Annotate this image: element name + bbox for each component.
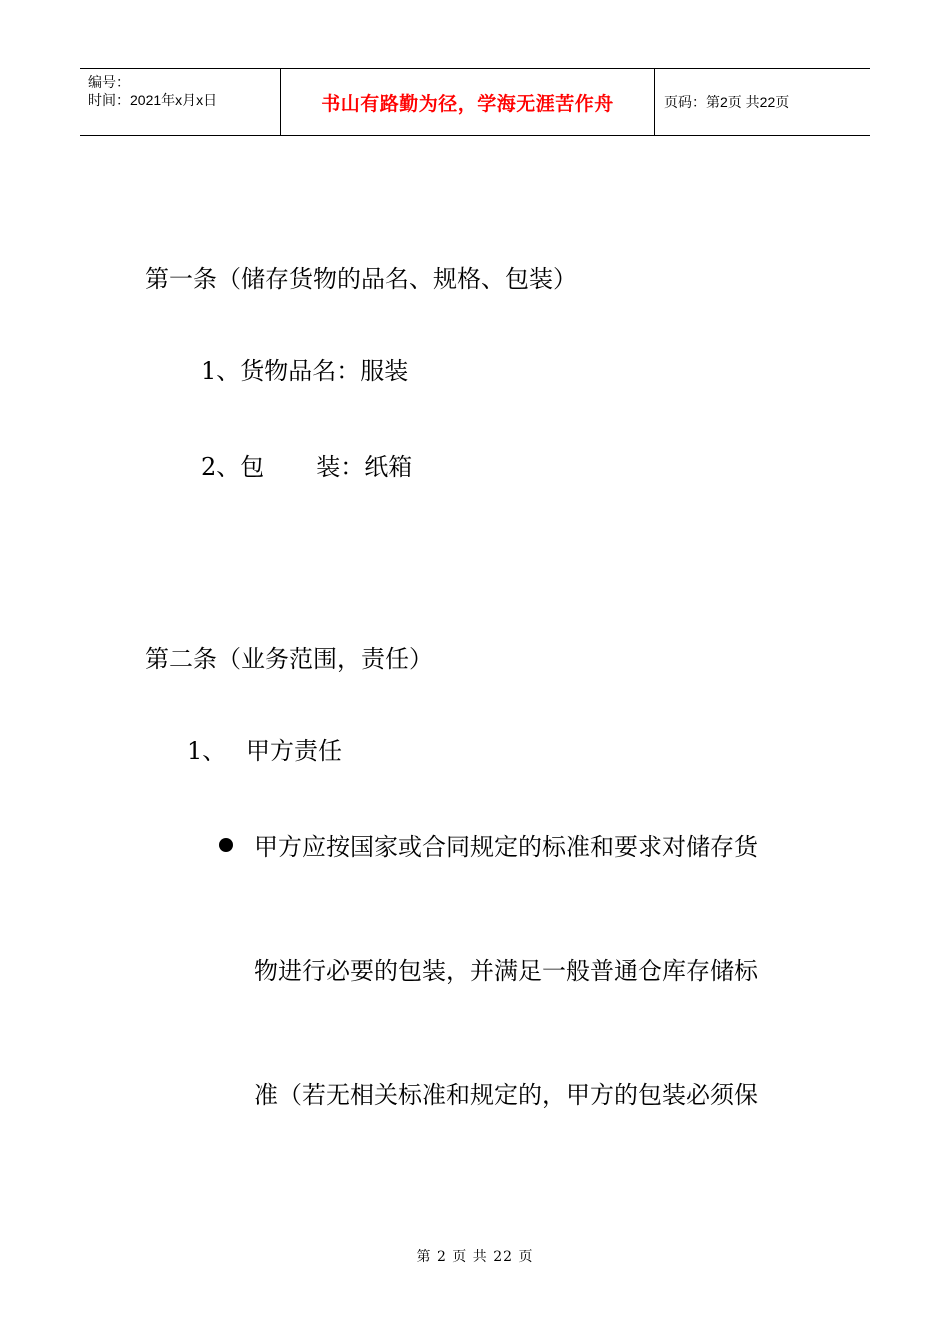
- document-date-label: 时间：2021年x月x日: [88, 92, 218, 108]
- bullet-paragraph-line-2: 物进行必要的包装，并满足一般普通仓库存储标: [254, 957, 758, 985]
- page-footer: 第 2 页 共 22 页: [416, 1249, 534, 1265]
- header-meta-cell: [80, 69, 281, 135]
- article-1-item-1: 1、货物品名：服装: [201, 357, 409, 385]
- bullet-paragraph-line-1: 甲方应按国家或合同规定的标准和要求对储存货: [254, 833, 758, 861]
- article-1-item-2-prefix: 2、包: [201, 453, 265, 481]
- article-1-item-2-suffix: 装：纸箱: [316, 453, 413, 481]
- article-2-sub-1-label: 甲方责任: [246, 737, 342, 765]
- header-motto: 书山有路勤为径，学海无涯苦作舟: [321, 92, 614, 115]
- document-header: [80, 68, 870, 136]
- document-number-label: 编号：: [88, 74, 130, 90]
- header-page-info: 页码：第2页 共22页: [664, 94, 790, 110]
- article-2-title: 第二条（业务范围，责任）: [145, 645, 433, 673]
- header-page-info-cell: [655, 69, 870, 135]
- article-2-sub-1-number: 1、: [187, 737, 227, 765]
- header-motto-cell: [281, 69, 655, 135]
- article-1-title: 第一条（储存货物的品名、规格、包装）: [145, 265, 577, 293]
- bullet-dot-icon: [219, 838, 233, 852]
- bullet-paragraph-line-3: 准（若无相关标准和规定的，甲方的包装必须保: [254, 1081, 758, 1109]
- article-1-item-2: [201, 452, 412, 482]
